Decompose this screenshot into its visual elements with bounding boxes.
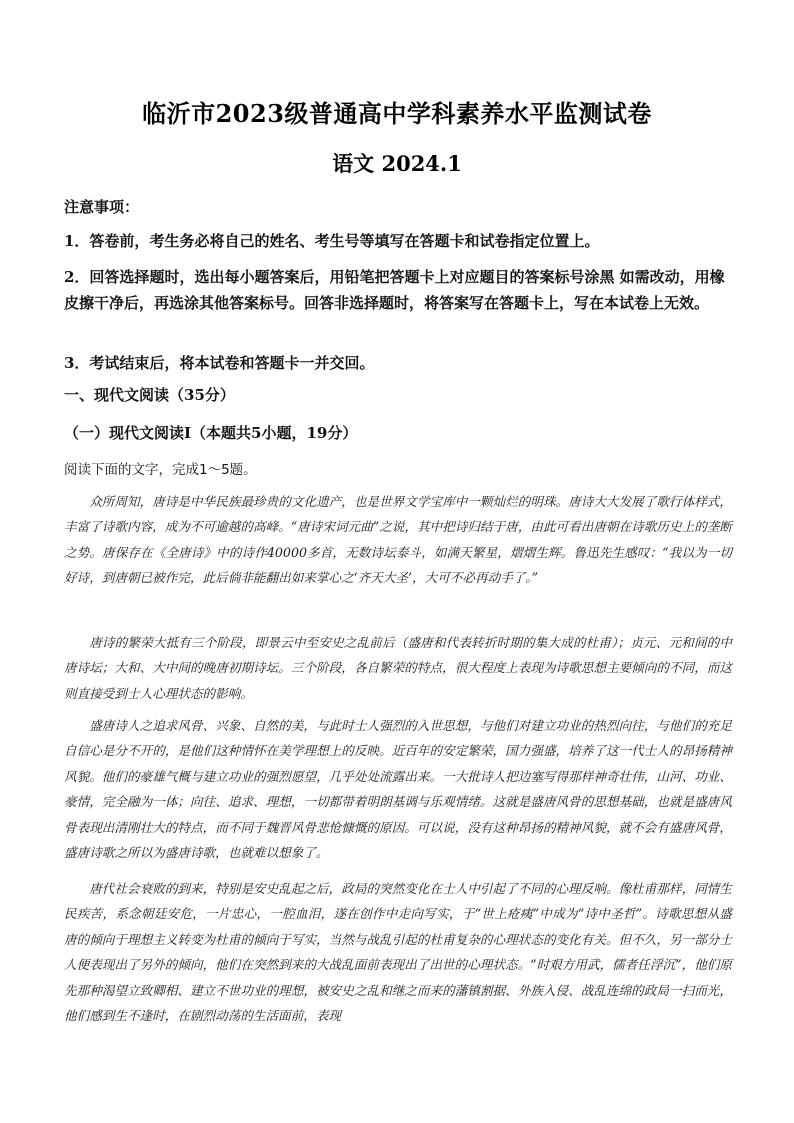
notice-item-3: 3．考试结束后，将本试卷和答题卡一并交回。 <box>64 354 375 372</box>
passage-paragraph-1: 众所周知，唐诗是中华民族最珍贵的文化遗产，也是世界文学宝库中一颗灿烂的明珠。唐诗大大发展了歌行体样式，丰富了诗歌内容，成为不可逾越的高峰。“唐诗宋词元曲”之说，其中把诗归结于唐，由此可看出唐朝在诗歌历史上的垄断之势。唐保存在《全唐诗》中的诗作40000多首，无数诗坛泰斗，如满天繁星，熠熠生辉。鲁迅先生感叹：“我以为一切好诗，到唐朝已被作完，此后倘非能翻出如来掌心之‘齐天大圣’，大可不必再动手了。” <box>64 494 732 586</box>
passage-paragraph-2: 唐诗的繁荣大抵有三个阶段，即景云中至安史之乱前后（盛唐和代表转折时期的集大成的杜甫）；贞元、元和间的中唐诗坛；大和、大中间的晚唐初期诗坛。三个阶段，各自繁荣的特点，很大程度上表现为诗歌思想主要倾向的不同，而这则直接受到士人心理状态的影响。 <box>64 635 732 701</box>
subsection-heading: （一）现代文阅读Ⅰ（本题共5小题，19分） <box>64 424 358 442</box>
page-subtitle: 语文 2024.1 <box>332 151 462 176</box>
page-title: 临沂市2023级普通高中学科素养水平监测试卷 <box>142 99 652 128</box>
passage-paragraph-3: 盛唐诗人之追求风骨、兴象、自然的美，与此时士人强烈的入世思想，与他们对建立功业的热烈向往，与他们的充足自信心是分不开的，是他们这种情怀在美学理想上的反映。近百年的安定繁荣，国力强盛，培养了这一代士人的昂扬精神风貌。他们的豪雄气概与建立功业的强烈愿望，几乎处处流露出来。一大批诗人把边塞写得那样神奇壮伟，山河、功业、豪情，完全融为一体；向往、追求、理想，一切都带着明朗基调与乐观情绪。这就是盛唐风骨的思想基础，也就是盛唐风骨表现出清刚壮大的特点，而不同于魏晋风骨悲怆慷慨的原因。可以说，没有这种昂扬的精神风貌，就不会有盛唐风骨，盛唐诗歌之所以为盛唐诗歌，也就难以想象了。 <box>64 718 732 861</box>
passage-paragraph-4: 唐代社会衰败的到来，特别是安史乱起之后，政局的突然变化在士人中引起了不同的心理反响。像杜甫那样，同情生民疾苦，系念朝廷安危，一片忠心，一腔血泪，遂在创作中走向写实，于“世上疮痍”中成为“诗中圣哲”。诗歌思想从盛唐的倾向于理想主义转变为杜甫的倾向于写实，当然与战乱引起的杜甫复杂的心理状态的变化有关。但不久，另一部分士人便表现出了另外的倾向，他们在突然到来的大战乱面前表现出了出世的心理状态。“时艰方用武，儒者任浮沉”，他们原先那种渴望立致卿相、建立不世功业的理想，被安史之乱和继之而来的藩镇割据、外族入侵、战乱连绵的政局一扫而光，他们感到生不逢时，在剧烈动荡的生活面前，表现 <box>64 881 732 1024</box>
section-heading: 一、现代文阅读（35分） <box>64 386 235 404</box>
notice-item-1: 1．答卷前，考生务必将自己的姓名、考生号等填写在答题卡和试卷指定位置上。 <box>64 232 600 250</box>
notice-heading: 注意事项： <box>64 198 140 216</box>
notice-item-2: 2．回答选择题时，选出每小题答案后，用铅笔把答题卡上对应题目的答案标号涂黑 如需改动，用橡皮擦干净后，再选涂其他答案标号。回答非选择题时，将答案写在答题卡上，写在本试卷上无效。 <box>64 268 725 312</box>
reading-instruction: 阅读下面的文字，完成1～5题。 <box>64 462 257 478</box>
